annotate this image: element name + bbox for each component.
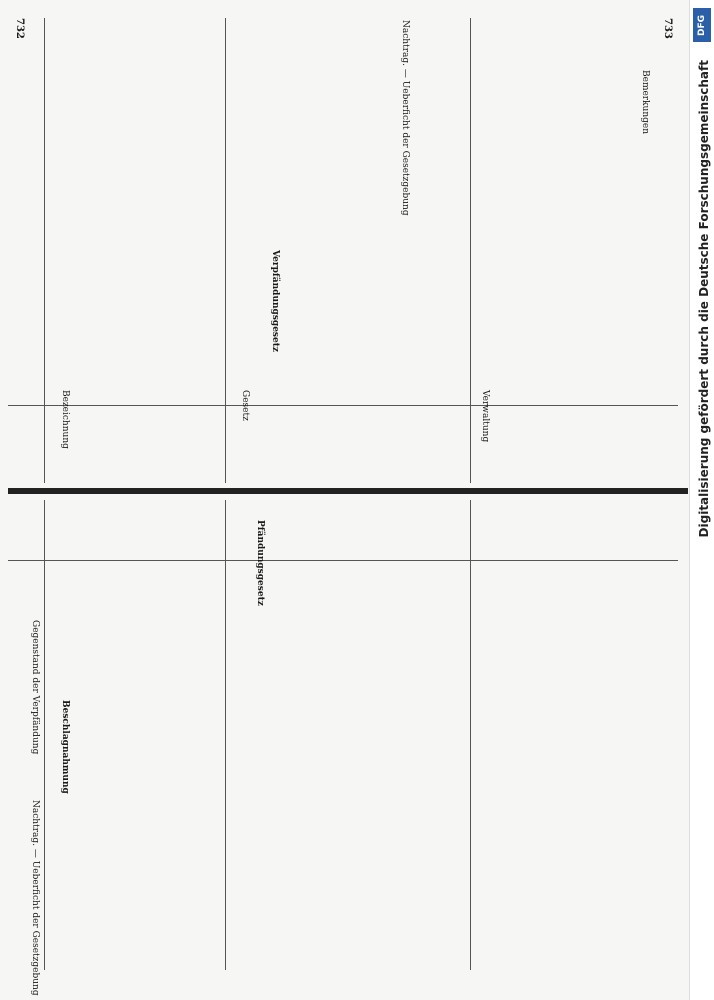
left-running-head: Nachtrag. — Ueberficht der Gesetzgebung	[30, 800, 40, 996]
dfg-strip	[689, 0, 714, 1000]
column-header-4: Bemerkungen	[640, 70, 650, 135]
section-heading: Verpfändungsgesetz	[270, 250, 280, 352]
right-page-number: 733	[662, 18, 673, 39]
dfg-logo: DFG	[693, 8, 711, 42]
rule	[225, 500, 226, 970]
rule	[225, 18, 226, 483]
left-header: Gegenstand der Verpfändung	[30, 620, 40, 755]
rule	[44, 18, 45, 483]
rule	[44, 500, 45, 970]
dfg-note: Digitalisierung gefördert durch die Deutsche Forschungsgemeinschaft	[697, 60, 711, 538]
page-fold	[8, 488, 688, 494]
right-running-head: Nachtrag. — Ueberficht der Gesetzgebung	[400, 20, 410, 216]
column-header-1: Bezeichnung	[60, 390, 70, 449]
column-header-3: Verwaltung	[480, 390, 490, 443]
section-heading: Pfändungsgesetz	[255, 520, 265, 606]
rule	[470, 18, 471, 483]
left-page-number: 732	[14, 18, 25, 39]
rule	[8, 405, 678, 406]
rule	[8, 560, 678, 561]
section-heading: Beschlagnahmung	[60, 700, 70, 794]
column-header-2: Gesetz	[240, 390, 250, 421]
rule	[470, 500, 471, 970]
